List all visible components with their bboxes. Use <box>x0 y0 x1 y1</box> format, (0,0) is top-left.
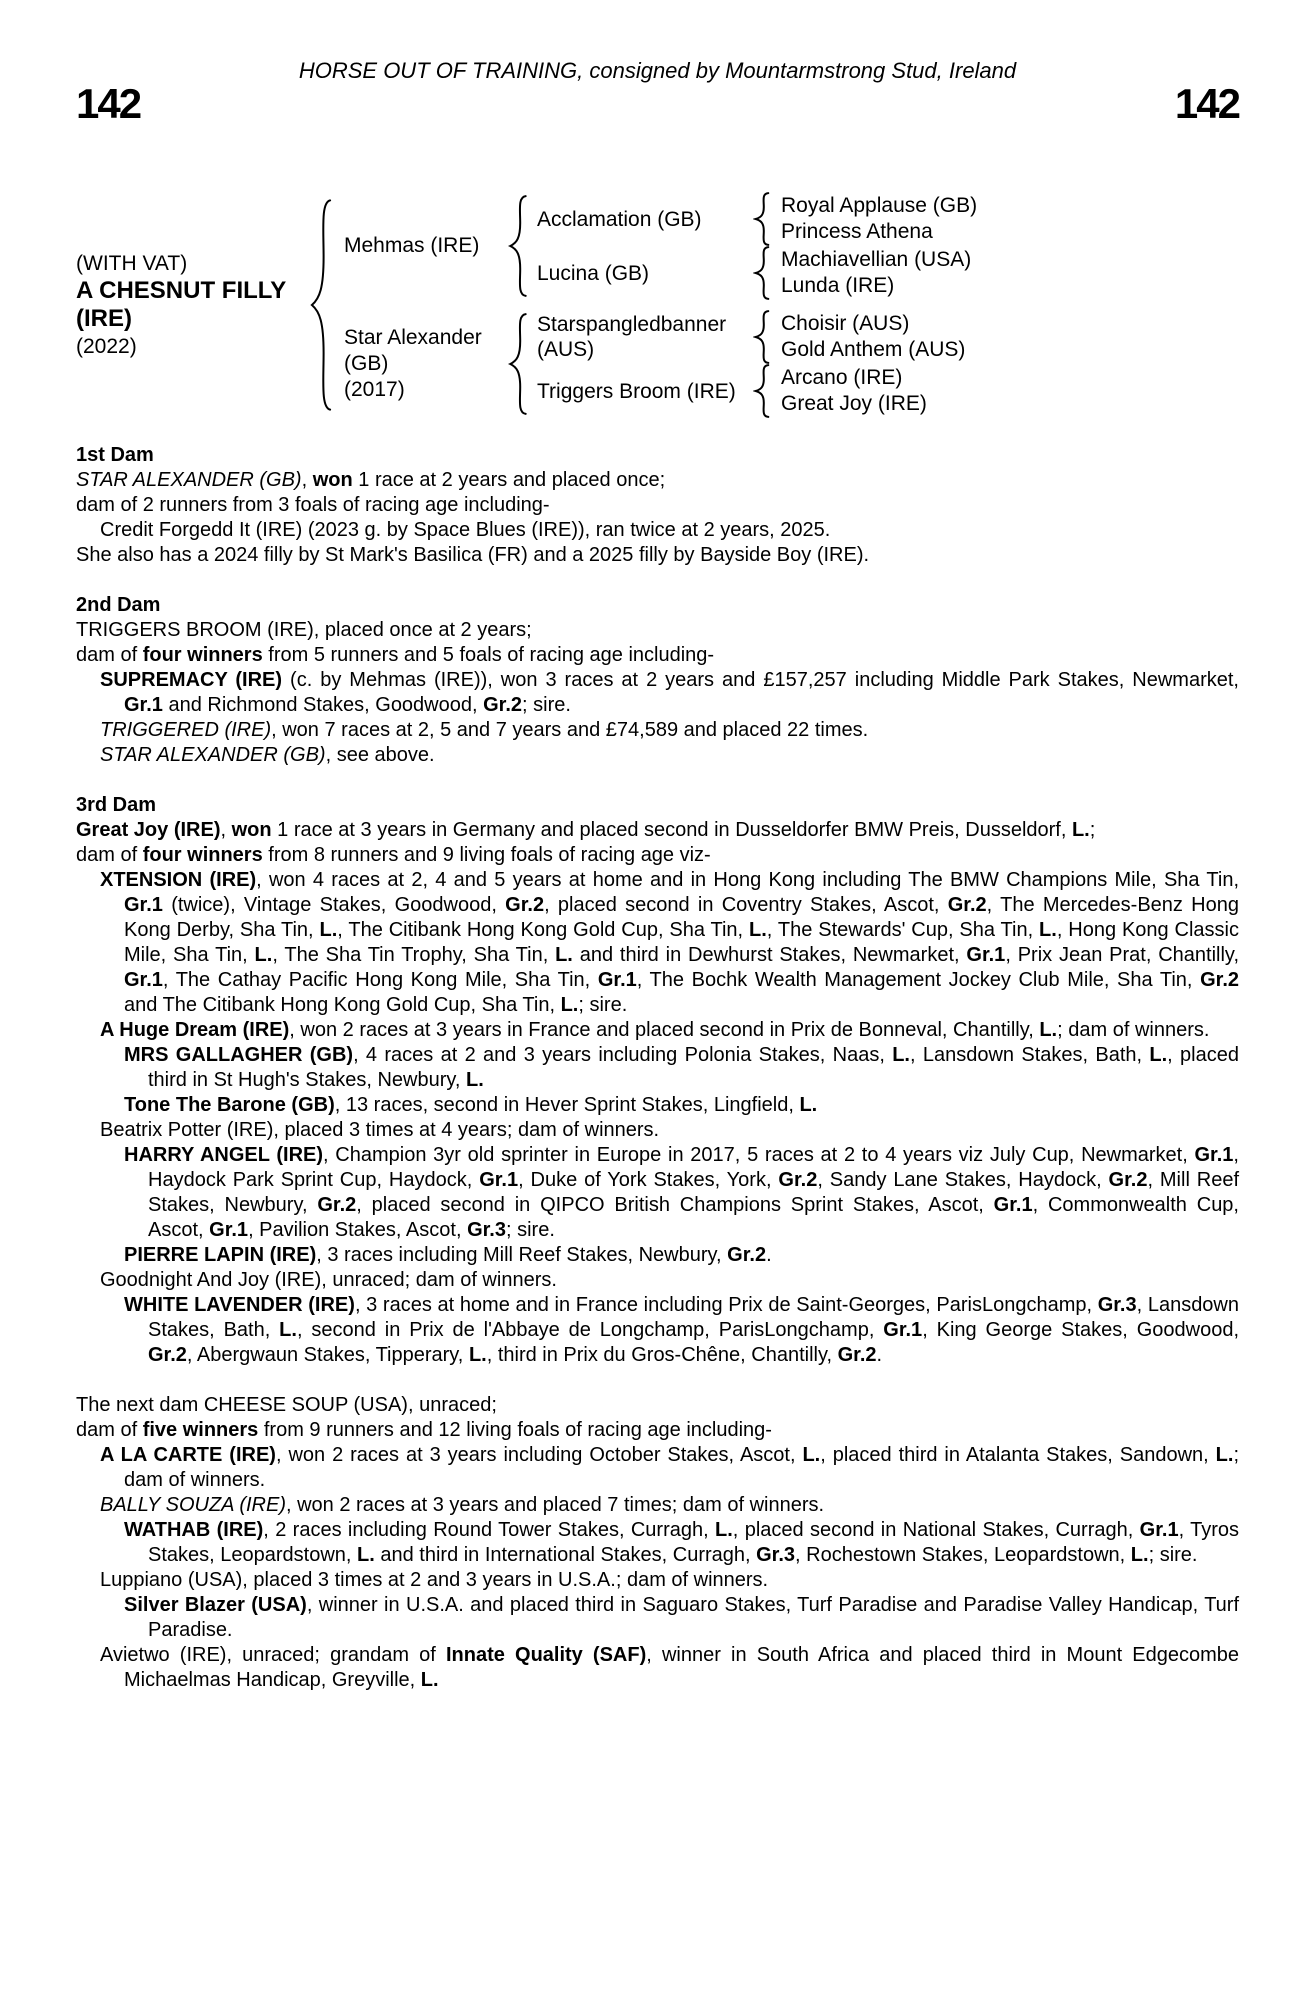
granddam-name: Lucina (GB) <box>537 261 650 285</box>
dam-branch <box>344 310 1239 418</box>
grandsire-name: Starspangledbanner (AUS) <box>537 313 727 361</box>
pedigree-quarter <box>537 192 1239 246</box>
great-grandsire-name: Choisir (AUS) <box>781 312 910 335</box>
dam-name <box>344 325 499 403</box>
pedigree-entry: dam of five winners from 9 runners and 12 living foals of racing age including- <box>76 1419 772 1441</box>
pedigree-generations <box>344 192 1239 418</box>
dam-name-text: Star Alexander (GB) <box>344 326 482 375</box>
consignor-title: HORSE OUT OF TRAINING, consigned by Mountarmstrong Stud, Ireland <box>298 58 1017 83</box>
granddam-name: Triggers Broom (IRE) <box>537 379 736 403</box>
sire-name <box>344 233 499 259</box>
brace-dam-icon <box>507 312 529 416</box>
pedigree-entry: PIERRE LAPIN (IRE), 3 races including Mill Reef Stakes, Newbury, Gr.2. <box>124 1244 772 1266</box>
section-entries <box>76 618 1239 768</box>
great-grandsire-name: Arcano (IRE) <box>781 366 903 389</box>
lot-number-row <box>76 82 1239 126</box>
section-3rd-dam <box>76 793 1239 1368</box>
dam-grandparents <box>537 310 1239 418</box>
section-1st-dam <box>76 443 1239 568</box>
pedigree-entry: Luppiano (USA), placed 3 times at 2 and 3 years in U.S.A.; dam of winners. <box>100 1569 769 1591</box>
pedigree-entry: dam of four winners from 8 runners and 9 living foals of racing age viz- <box>76 844 711 866</box>
pedigree-entry: BALLY SOUZA (IRE), won 2 races at 3 years and placed 7 times; dam of winners. <box>100 1494 825 1516</box>
great-grandparent-pair <box>781 247 1239 299</box>
page-header <box>76 58 1239 126</box>
vat-note: (WITH VAT) <box>76 252 188 275</box>
pedigree-entry: STAR ALEXANDER (GB), see above. <box>100 744 435 766</box>
pedigree-entry: HARRY ANGEL (IRE), Champion 3yr old sprinter in Europe in 2017, 5 races at 2 to 4 years viz July Cup, Newmarket, Gr.1, Haydock Park Sprint Cup, Haydock, Gr.1, Duke of York Stakes, York, Gr.2, Sandy Lane Stakes, Haydock, Gr.2, Mill Reef Stakes, Newbury, Gr.2, placed second in QIPCO British Champions Sprint Stakes, Ascot, Gr.1, Commonwealth Cup, Ascot, Gr.1, Pavilion Stakes, Ascot, Gr.3; sire. <box>124 1144 1240 1241</box>
brace-quarter-icon <box>753 364 771 418</box>
pedigree-entry: Credit Forgedd It (IRE) (2023 g. by Space Blues (IRE)), ran twice at 2 years, 2025. <box>100 519 831 541</box>
pedigree-quarter <box>537 246 1239 300</box>
pedigree-entry: TRIGGERS BROOM (IRE), placed once at 2 years; <box>76 619 532 641</box>
sire-grandparents <box>537 192 1239 300</box>
pedigree-entry: Goodnight And Joy (IRE), unraced; dam of winners. <box>100 1269 557 1291</box>
pedigree-entry: A Huge Dream (IRE), won 2 races at 3 years in France and placed second in Prix de Bonneval, Chantilly, L.; dam of winners. <box>100 1019 1210 1041</box>
section-2nd-dam <box>76 593 1239 768</box>
pedigree-entry: The next dam CHEESE SOUP (USA), unraced; <box>76 1394 497 1416</box>
pedigree-entry: Avietwo (IRE), unraced; grandam of Innate Quality (SAF), winner in South Africa and placed third in Mount Edgecombe Michaelmas Handicap, Greyville, L. <box>100 1644 1239 1691</box>
lot-number-left: 142 <box>76 80 141 127</box>
great-granddam-name: Gold Anthem (AUS) <box>781 338 966 361</box>
lot-horse-block <box>76 250 304 360</box>
pedigree-entry: Great Joy (IRE), won 1 race at 3 years in Germany and placed second in Dusseldorfer BMW Preis, Dusseldorf, L.; <box>76 819 1096 841</box>
lot-number-right: 142 <box>1174 80 1239 127</box>
brace-sire-icon <box>507 194 529 298</box>
section-heading: 2nd Dam <box>76 594 161 616</box>
great-granddam-name: Princess Athena <box>781 220 933 243</box>
brace-generation1-icon <box>308 196 334 414</box>
lot-horse-name: A CHESNUT FILLY (IRE) <box>76 277 286 332</box>
sire-name-text: Mehmas (IRE) <box>344 234 480 257</box>
pedigree-quarter <box>537 364 1239 418</box>
pedigree-entry: She also has a 2024 filly by St Mark's Basilica (FR) and a 2025 filly by Bayside Boy (IRE). <box>76 544 870 566</box>
section-next-dam <box>76 1393 1239 1693</box>
pedigree-entry: WHITE LAVENDER (IRE), 3 races at home and in France including Prix de Saint-Georges, ParisLongchamp, Gr.3, Lansdown Stakes, Bath, L., second in Prix de l'Abbaye de Longchamp, ParisLongchamp, Gr.1, King George Stakes, Goodwood, Gr.2, Abergwaun Stakes, Tipperary, L., third in Prix du Gros-Chêne, Chantilly, Gr.2. <box>124 1294 1240 1366</box>
pedigree-entry: dam of 2 runners from 3 foals of racing age including- <box>76 494 550 516</box>
sire-branch <box>344 192 1239 300</box>
pedigree-table <box>76 192 1239 418</box>
great-grandparent-pair <box>781 365 1239 417</box>
pedigree-entry: Beatrix Potter (IRE), placed 3 times at 4 years; dam of winners. <box>100 1119 660 1141</box>
pedigree-entry: STAR ALEXANDER (GB), won 1 race at 2 years and placed once; <box>76 469 666 491</box>
lot-horse-year: (2022) <box>76 335 137 358</box>
brace-quarter-icon <box>753 192 771 246</box>
pedigree-entry: TRIGGERED (IRE), won 7 races at 2, 5 and 7 years and £74,589 and placed 22 times. <box>100 719 869 741</box>
section-heading: 1st Dam <box>76 444 154 466</box>
pedigree-entry: MRS GALLAGHER (GB), 4 races at 2 and 3 years including Polonia Stakes, Naas, L., Lansdown Stakes, Bath, L., placed third in St Hugh's Stakes, Newbury, L. <box>124 1044 1239 1091</box>
great-grandparent-pair <box>781 193 1239 245</box>
section-entries <box>76 1393 1239 1693</box>
brace-quarter-icon <box>753 246 771 300</box>
pedigree-entry: SUPREMACY (IRE) (c. by Mehmas (IRE)), won 3 races at 2 years and £157,257 including Middle Park Stakes, Newmarket, Gr.1 and Richmond Stakes, Goodwood, Gr.2; sire. <box>100 669 1239 716</box>
pedigree-entry: Tone The Barone (GB), 13 races, second in Hever Sprint Stakes, Lingfield, L. <box>124 1094 818 1116</box>
pedigree-entry: XTENSION (IRE), won 4 races at 2, 4 and 5 years at home and in Hong Kong including The BMW Champions Mile, Sha Tin, Gr.1 (twice), Vintage Stakes, Goodwood, Gr.2, placed second in Coventry Stakes, Ascot, Gr.2, The Mercedes-Benz Hong Kong Derby, Sha Tin, L., The Citibank Hong Kong Gold Cup, Sha Tin, L., The Stewards' Cup, Sha Tin, L., Hong Kong Classic Mile, Sha Tin, L., The Sha Tin Trophy, Sha Tin, L. and third in Dewhurst Stakes, Newmarket, Gr.1, Prix Jean Prat, Chantilly, Gr.1, The Cathay Pacific Hong Kong Mile, Sha Tin, Gr.1, The Bochk Wealth Management Jockey Club Mile, Sha Tin, Gr.2 and The Citibank Hong Kong Gold Cup, Sha Tin, L.; sire. <box>100 869 1240 1016</box>
pedigree-entry: WATHAB (IRE), 2 races including Round Tower Stakes, Curragh, L., placed second in National Stakes, Curragh, Gr.1, Tyros Stakes, Leopardstown, L. and third in International Stakes, Curragh, Gr.3, Rochestown Stakes, Leopardstown, L.; sire. <box>124 1519 1240 1566</box>
grandsire-name: Acclamation (GB) <box>537 207 702 231</box>
great-granddam-name: Lunda (IRE) <box>781 274 895 297</box>
pedigree-quarter <box>537 310 1239 364</box>
pedigree-entry: Silver Blazer (USA), winner in U.S.A. and placed third in Saguaro Stakes, Turf Paradise and Paradise Valley Handicap, Turf Paradise. <box>124 1594 1240 1641</box>
dam-year-text: (2017) <box>344 378 405 401</box>
great-grandparent-pair <box>781 311 1239 363</box>
great-grandsire-name: Machiavellian (USA) <box>781 248 972 271</box>
pedigree-entry: dam of four winners from 5 runners and 5 foals of racing age including- <box>76 644 715 666</box>
section-entries <box>76 818 1239 1368</box>
section-entries <box>76 468 1239 568</box>
great-grandsire-name: Royal Applause (GB) <box>781 194 978 217</box>
great-granddam-name: Great Joy (IRE) <box>781 392 927 415</box>
pedigree-entry: A LA CARTE (IRE), won 2 races at 3 years including October Stakes, Ascot, L., placed third in Atalanta Stakes, Sandown, L.; dam of winners. <box>100 1444 1239 1491</box>
section-heading: 3rd Dam <box>76 794 157 816</box>
brace-quarter-icon <box>753 310 771 364</box>
